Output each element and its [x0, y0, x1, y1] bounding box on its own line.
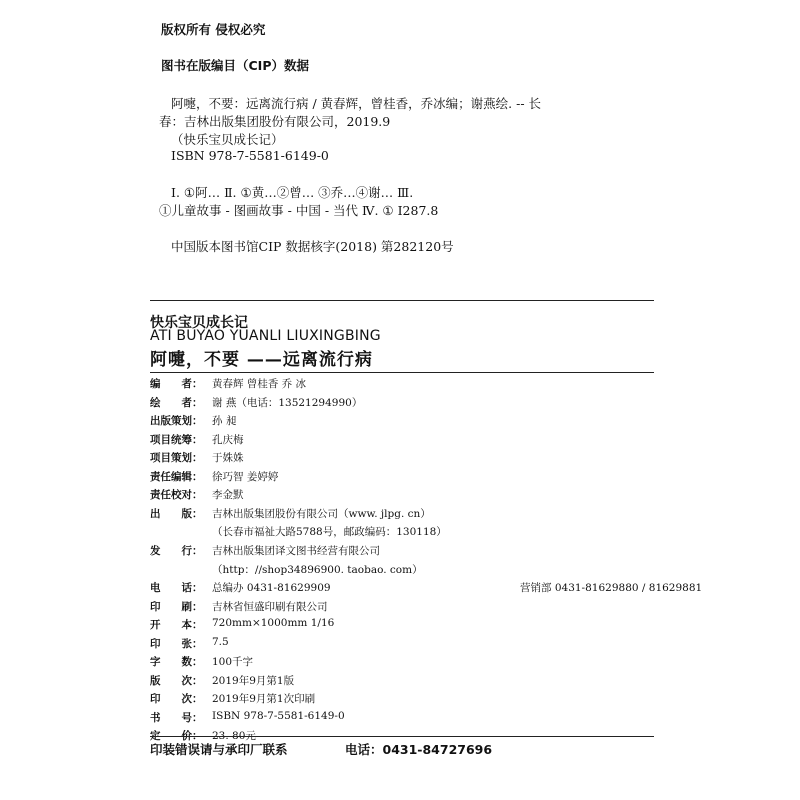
- cip-line-1: 阿嚏，不要：远离流行病 / 黄春辉，曾桂香，乔冰编；谢燕绘. -- 长: [171, 96, 542, 111]
- credit-value: 100千字: [212, 656, 254, 669]
- credit-value: 2019年9月第1次印刷: [212, 693, 316, 706]
- credit-value: 2019年9月第1版: [212, 674, 295, 687]
- credit-label: 版 次：: [150, 674, 203, 687]
- credit-label: 印 次：: [150, 693, 203, 706]
- cip-line-4: ISBN 978-7-5581-6149-0: [171, 148, 329, 163]
- credit-value: 吉林出版集团译文图书经营有限公司: [212, 544, 380, 557]
- printing-error-notice: 印装错误请与承印厂联系: [150, 742, 288, 757]
- credit-label: 定 价：: [150, 730, 203, 743]
- credit-value: 谢 燕（电话：13521294990）: [212, 396, 363, 409]
- credit-label: 责任编辑：: [150, 470, 203, 483]
- credit-value: （http：//shop34896900. taobao. com）: [212, 563, 423, 576]
- divider-middle: [150, 372, 654, 373]
- credit-label: 印 刷：: [150, 600, 203, 613]
- credit-value: 黄春辉 曾桂香 乔 冰: [212, 378, 307, 390]
- credit-label: 出 版：: [150, 507, 203, 520]
- credit-value-secondary: 营销部 0431-81629880 / 81629881: [520, 582, 703, 595]
- series-title: 快乐宝贝成长记: [150, 315, 248, 331]
- printer-phone: 电话：0431-84727696: [345, 742, 493, 757]
- cip-data-number: 中国版本图书馆CIP 数据核字(2018) 第282120号: [171, 239, 454, 254]
- credit-value: ISBN 978-7-5581-6149-0: [212, 709, 345, 722]
- credit-value: 孔庆梅: [212, 433, 244, 446]
- credit-value: 7.5: [212, 635, 229, 648]
- credit-label: 项目统筹：: [150, 433, 203, 446]
- credit-label: 印 张：: [150, 637, 203, 650]
- credit-label: 书 号：: [150, 711, 203, 724]
- credit-label: 绘 者：: [150, 396, 203, 409]
- divider-bottom: [150, 736, 654, 737]
- credit-label: 项目策划：: [150, 452, 203, 465]
- credit-label: 字 数：: [150, 656, 203, 669]
- copyright-notice: 版权所有 侵权必究: [161, 22, 266, 37]
- credit-value: 孙 昶: [212, 415, 237, 428]
- cip-line-5: Ⅰ. ①阿… Ⅱ. ①黄…②曾… ③乔…④谢… Ⅲ.: [171, 185, 414, 200]
- credit-label: 电 话：: [150, 582, 203, 595]
- credit-label: 出版策划：: [150, 415, 203, 428]
- cip-line-2: 春：吉林出版集团股份有限公司，2019.9: [159, 114, 391, 129]
- credit-value: 23. 80元: [212, 730, 256, 743]
- credit-value: 李金默: [212, 489, 244, 502]
- credit-value: 总编办 0431-81629909: [212, 582, 331, 595]
- credit-label: 开 本：: [150, 619, 203, 632]
- cip-line-3: （快乐宝贝成长记）: [171, 132, 284, 147]
- cip-heading: 图书在版编目（CIP）数据: [161, 58, 309, 73]
- credit-value: （长春市福祉大路5788号，邮政编码：130118）: [212, 526, 447, 539]
- credit-value: 徐巧智 姜婷婷: [212, 470, 279, 483]
- credit-value: 吉林省恒盛印刷有限公司: [212, 600, 328, 613]
- credit-value: 吉林出版集团股份有限公司（www. jlpg. cn）: [212, 507, 431, 520]
- credit-value: 于姝姝: [212, 452, 244, 465]
- credit-label: 发 行：: [150, 544, 203, 557]
- credit-value: 720mm×1000mm 1/16: [212, 617, 335, 630]
- credit-label: 编 者：: [150, 378, 203, 390]
- credit-label: 责任校对：: [150, 489, 203, 502]
- divider-top: [150, 300, 654, 301]
- cip-line-6: ①儿童故事 - 图画故事 - 中国 - 当代 Ⅳ. ① I287.8: [159, 203, 439, 218]
- series-pinyin: ATI BUYAO YUANLI LIUXINGBING: [150, 328, 381, 344]
- book-title: 阿嚏，不要 ——远离流行病: [150, 350, 373, 370]
